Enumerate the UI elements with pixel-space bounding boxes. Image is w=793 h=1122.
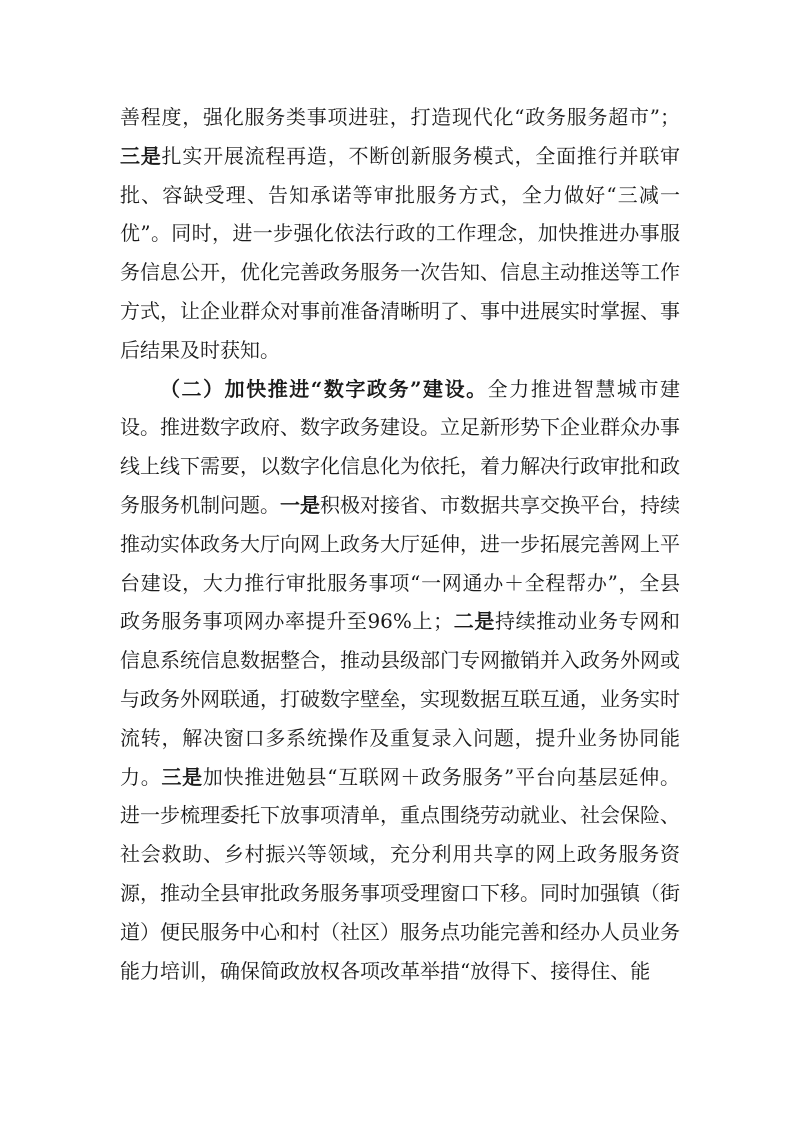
document-body: [120, 98, 680, 990]
paragraph-text: 积极对接省、市数据共享交换平台，持续推动实体政务大厅向网上政务大厅延伸，进一步拓展完善网上平台建设，大力推行审批服务事项“一网通办＋全程帮办”，全县政务服务事项网办率提升至96%上；: [120, 492, 680, 634]
paragraph-text: 加快推进勉县“互联网＋政务服务”平台向基层延伸。进一步梳理委托下放事项清单，重点围绕劳动就业、社会保险、社会救助、乡村振兴等领域，充分利用共享的网上政务服务资源，推动全县审批政务服务事项受理窗口下移。同时加强镇（街道）便民服务中心和村（社区）服务点功能完善和经办人员业务能力培训，确保简政放权各项改革举措“放得下、接得住、能: [120, 764, 681, 983]
paragraph-text: 持续推动业务专网和信息系统信息数据整合，推动县级部门专网撤销并入政务外网或与政务外网联通，打破数字壁垒，实现数据互联互通，业务实时流转，解决窗口多系统操作及重复录入问题，提升业务协同能力。: [120, 609, 681, 789]
paragraph-text: 善程度，强化服务类事项进驻，打造现代化“政务服务超市”；: [120, 105, 680, 129]
paragraph-text: 扎实开展流程再造，不断创新服务模式，全面推行并联审批、容缺受理、告知承诺等审批服务方式，全力做好“三减一优”。同时，进一步强化依法行政的工作理念，加快推进办事服务信息公开，优化完善政务服务一次告知、信息主动推送等工作方式，让企业群众对事前准备清晰明了、事中进展实时掌握、事后结果及时获知。: [120, 143, 681, 362]
point-three-marker: 三是: [120, 143, 162, 168]
point-two-marker: 二是: [453, 609, 496, 634]
paragraph-digital-government: [120, 370, 680, 991]
section-heading: （二）加快推进“数字政务”建设。: [160, 376, 488, 401]
point-one-marker: 一是: [280, 492, 320, 517]
paragraph-service-optimization: [120, 98, 680, 370]
point-three-marker: 三是: [161, 764, 203, 789]
paragraph-text: 全力推进智慧城市建设。推进数字政府、数字政务建设。立足新形势下企业群众办事线上线下需要，以数字化信息化为依托，着力解决行政审批和政务服务机制问题。: [120, 376, 680, 517]
